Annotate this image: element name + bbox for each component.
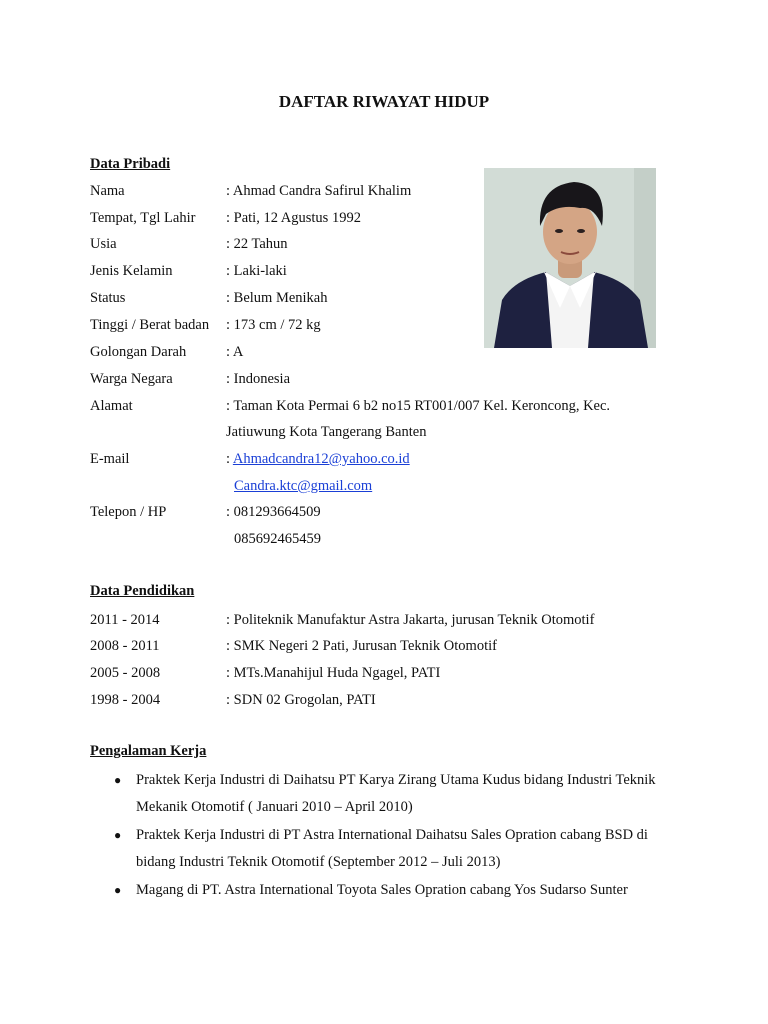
address-line-2: Jatiuwung Kota Tangerang Banten [226,424,427,440]
personal-data-heading: Data Pribadi [90,156,171,172]
field-value: : 173 cm / 72 kg [226,317,321,333]
email-link-secondary[interactable]: Candra.ktc@gmail.com [234,478,373,494]
field-label: Jenis Kelamin [90,263,173,279]
email-label: E-mail [90,451,130,467]
field-label: Golongan Darah [90,344,187,360]
field-label: Tempat, Tgl Lahir [90,210,196,226]
experience-heading: Pengalaman Kerja [90,743,207,759]
field-value: : Laki-laki [226,263,287,279]
experience-item-line: Magang di PT. Astra International Toyota Sales Opration cabang Yos Sudarso Sunter [136,882,628,898]
bullet-icon: ● [114,883,122,897]
address-line-1: : Taman Kota Permai 6 b2 no15 RT001/007 Kel. Keroncong, Kec. [226,398,611,414]
experience-item-line: Mekanik Otomotif ( Januari 2010 – April 2010) [136,799,413,815]
field-value: : Pati, 12 Agustus 1992 [226,210,361,226]
education-heading: Data Pendidikan [90,583,195,599]
education-school: : MTs.Manahijul Huda Ngagel, PATI [226,665,441,681]
profile-photo [484,168,656,348]
education-school: : Politeknik Manufaktur Astra Jakarta, jurusan Teknik Otomotif [226,612,595,628]
email-secondary-row [234,475,372,497]
document-title: DAFTAR RIWAYAT HIDUP [278,92,490,111]
field-label: Usia [90,236,117,252]
address-label: Alamat [90,398,133,414]
email-value [226,448,410,470]
experience-item-line: Praktek Kerja Industri di Daihatsu PT Karya Zirang Utama Kudus bidang Industri Teknik [136,772,656,788]
education-school: : SMK Negeri 2 Pati, Jurusan Teknik Otomotif [226,638,497,654]
field-label: Tinggi / Berat badan [90,317,210,333]
bullet-icon: ● [114,773,122,787]
field-label: Warga Negara [90,371,173,387]
field-label: Nama [90,183,125,199]
experience-item-line: bidang Industri Teknik Otomotif (September 2012 – Juli 2013) [136,854,501,870]
field-label: Status [90,290,126,306]
field-value: : Ahmad Candra Safirul Khalim [226,183,412,199]
education-years: 2005 - 2008 [90,665,161,681]
phone-label: Telepon / HP [90,504,167,520]
field-value: : 22 Tahun [226,236,288,252]
field-value: : A [226,344,244,360]
phone-value-1: : 081293664509 [226,504,321,520]
education-school: : SDN 02 Grogolan, PATI [226,692,376,708]
portrait-illustration [484,168,656,348]
education-years: 2011 - 2014 [90,612,160,628]
education-years: 2008 - 2011 [90,638,160,654]
experience-item-line: Praktek Kerja Industri di PT Astra International Daihatsu Sales Opration cabang BSD di [136,827,648,843]
bullet-icon: ● [114,828,122,842]
phone-value-2: 085692465459 [234,531,321,547]
field-value: : Indonesia [226,371,291,387]
email-prefix: : [226,451,233,467]
education-years: 1998 - 2004 [90,692,161,708]
field-value: : Belum Menikah [226,290,328,306]
email-link-primary[interactable]: Ahmadcandra12@yahoo.co.id [232,451,410,467]
